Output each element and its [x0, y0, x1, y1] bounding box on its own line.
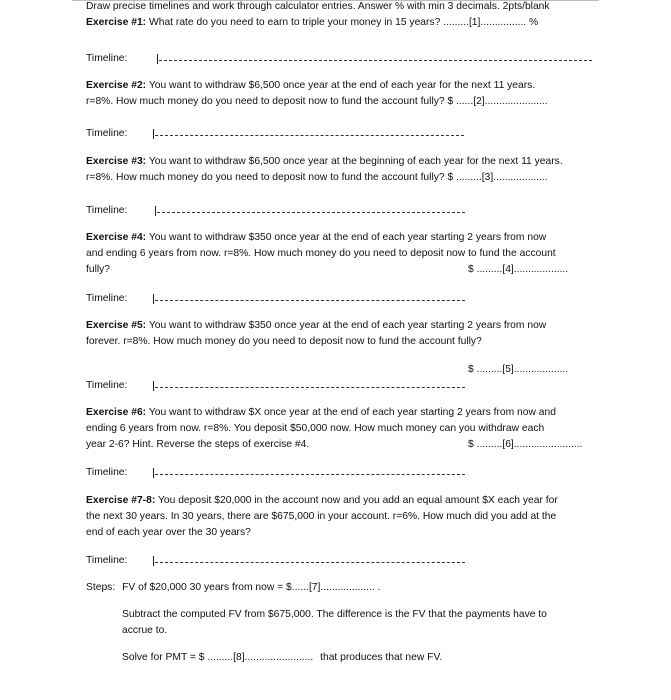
exercise-1-label: Exercise #1: [86, 17, 147, 28]
exercise-4-line-1: You want to withdraw $350 once year at the end of each year starting 2 years from now [148, 232, 547, 243]
exercise-4-answer-blank[interactable]: $ .........[4]................... [468, 264, 569, 275]
step-7-fv-blank[interactable]: FV of $20,000 30 years from now = $......[7]................... . [122, 582, 381, 593]
step-8-pmt-blank[interactable]: Solve for PMT = $ .........[8]........................ [122, 652, 314, 663]
exercise-6-line-3: year 2-6? Hint. Reverse the steps of exercise #4. [86, 439, 310, 450]
timeline-2-label: Timeline: [86, 128, 128, 139]
timeline-3-start-tick [155, 206, 156, 216]
exercise-5-line-1: You want to withdraw $350 once year at the end of each year starting 2 years from now [148, 320, 547, 331]
exercise-6-line-2: ending 6 years from now. r=8%. You deposit $50,000 now. How much money can you withdraw each [86, 423, 545, 434]
steps-subtract-line-2: accrue to. [122, 625, 168, 636]
exercise-4-text [86, 230, 591, 247]
exercise-3-text [86, 154, 591, 171]
timeline-7-label: Timeline: [86, 555, 128, 566]
timeline-6-start-tick [153, 468, 154, 478]
timeline-7-line [155, 562, 465, 563]
timeline-7-start-tick [153, 556, 154, 566]
steps-label: Steps: [86, 582, 116, 593]
exercise-5-answer-blank[interactable]: $ .........[5]................... [468, 364, 569, 375]
exercise-6-answer-blank[interactable]: $ .........[6]........................ [468, 439, 583, 450]
exercise-6-text [86, 405, 591, 422]
timeline-5-line [155, 387, 465, 388]
steps-pmt-row [122, 650, 442, 667]
timeline-3-line [157, 212, 465, 213]
timeline-5-start-tick [153, 381, 154, 391]
exercise-4-line-3: fully? [86, 264, 111, 275]
steps-row [86, 580, 380, 596]
timeline-6-line [155, 474, 465, 475]
exercise-4-label: Exercise #4: [86, 232, 147, 243]
exercise-3-line-2: r=8%. How much money do you need to deposit now to fund the account fully? $ .........[3]................... [86, 172, 548, 183]
timeline-1-label: Timeline: [86, 53, 128, 64]
timeline-1-start-tick [157, 54, 158, 64]
exercise-7-8-line-3: end of each year over the 30 years? [86, 527, 251, 538]
exercise-3-line-1: You want to withdraw $6,500 once year at the beginning of each year for the next 11 years. [148, 156, 563, 167]
timeline-2-line [155, 135, 464, 136]
timeline-4-line [155, 300, 465, 301]
exercise-5-text [86, 318, 591, 335]
timeline-5-label: Timeline: [86, 380, 128, 391]
timeline-2-start-tick [153, 129, 154, 139]
exercise-2-line-1: You want to withdraw $6,500 once year at the end of each year for the next 11 years. [148, 80, 536, 91]
timeline-3-label: Timeline: [86, 205, 128, 216]
exercise-1-text [86, 15, 591, 32]
exercise-6-line-1: You want to withdraw $X once year at the end of each year starting 2 years from now and [148, 407, 556, 418]
timeline-6-label: Timeline: [86, 467, 128, 478]
timeline-4-start-tick [153, 294, 154, 304]
exercise-2-text [86, 78, 591, 95]
exercise-6-label: Exercise #6: [86, 407, 147, 418]
exercise-7-8-label: Exercise #7-8: [86, 495, 156, 506]
exercise-2-label: Exercise #2: [86, 80, 147, 91]
instructions: Draw precise timelines and work through calculator entries. Answer % with min 3 decimals. 2pts/blank [86, 1, 550, 12]
exercise-7-8-line-2: the next 30 years. In 30 years, there are $675,000 in your account. r=6%. How much did you add at the [86, 511, 557, 522]
timeline-1-line [159, 60, 592, 61]
exercise-7-8-text [86, 493, 591, 510]
timeline-4-label: Timeline: [86, 293, 128, 304]
exercise-4-line-2: and ending 6 years from now. r=8%. How much money do you need to deposit now to fund the account [86, 248, 556, 259]
exercise-5-label: Exercise #5: [86, 320, 147, 331]
steps-subtract-line-1: Subtract the computed FV from $675,000. The difference is the FV that the payments have to [122, 609, 547, 620]
exercise-7-8-line-1: You deposit $20,000 in the account now and you add an equal amount $X each year for [157, 495, 558, 506]
steps-pmt-suffix: that produces that new FV. [320, 652, 443, 663]
exercise-1-line-1: What rate do you need to earn to triple your money in 15 years? .........[1]................ % [149, 17, 539, 28]
exercise-5-line-2: forever. r=8%. How much money do you need to deposit now to fund the account fully? [86, 336, 482, 347]
exercise-2-line-2: r=8%. How much money do you need to deposit now to fund the account fully? $ ......[2]...................... [86, 96, 548, 107]
exercise-3-label: Exercise #3: [86, 156, 147, 167]
